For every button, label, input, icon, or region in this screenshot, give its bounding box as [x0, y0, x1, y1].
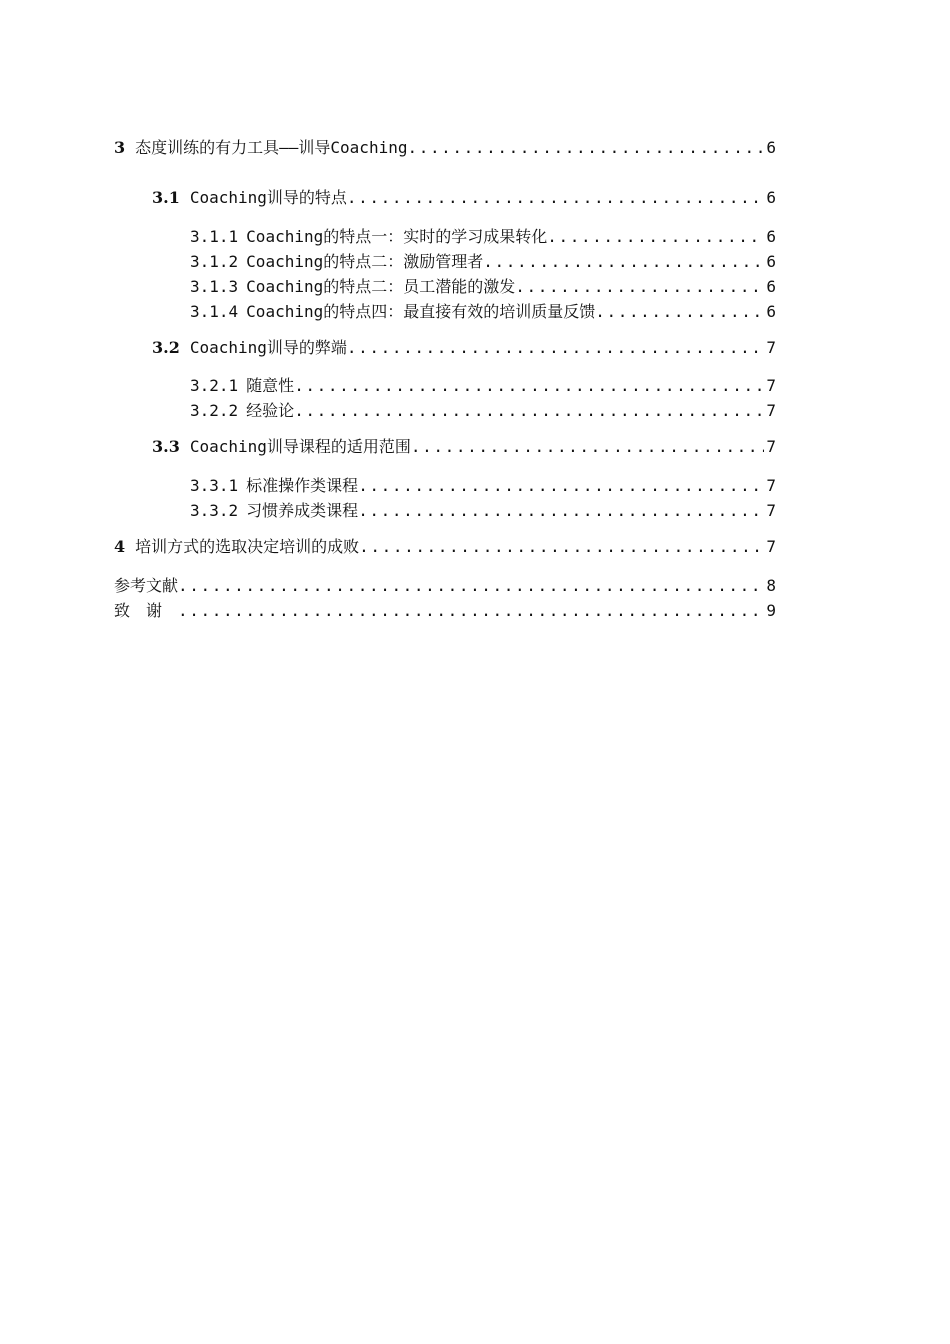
toc-title: 培训方式的选取决定培训的成败: [135, 537, 360, 556]
toc-entry[interactable]: [190, 276, 776, 298]
toc-page-number: 8: [766, 576, 776, 595]
toc-number: 3.1.3: [190, 277, 239, 296]
toc-title: 标准操作类课程: [246, 476, 359, 495]
toc-leader-dots: [595, 301, 764, 323]
toc-number: 3.3: [152, 437, 180, 456]
toc-page-number: 7: [766, 501, 776, 520]
toc-entry[interactable]: [114, 536, 776, 558]
toc-entry[interactable]: [152, 337, 776, 359]
toc-entry[interactable]: [152, 187, 776, 209]
toc-leader-dots: [294, 375, 764, 397]
toc-number: 3.3.1: [190, 476, 239, 495]
toc-page-number: 7: [766, 376, 776, 395]
toc-entry[interactable]: [190, 226, 776, 248]
toc-leader-dots: [515, 276, 764, 298]
toc-title: 参考文献: [114, 576, 179, 595]
toc-number: 3: [114, 138, 126, 157]
toc-number: 3.2: [152, 338, 180, 357]
toc-page-number: 6: [766, 188, 776, 207]
toc-entry[interactable]: [190, 251, 776, 273]
toc-page-number: 7: [766, 476, 776, 495]
toc-leader-dots: [358, 500, 764, 522]
toc-number: 3.1.2: [190, 252, 239, 271]
toc-title: Coaching的特点四：最直接有效的培训质量反馈: [246, 302, 596, 321]
toc-leader-dots: [359, 536, 764, 558]
toc-page-number: 7: [766, 537, 776, 556]
toc-entry[interactable]: [190, 500, 776, 522]
toc-number: 3.3.2: [190, 501, 239, 520]
toc-title: 经验论: [246, 401, 295, 420]
toc-entry-references[interactable]: [114, 575, 776, 597]
toc-title: Coaching的特点一：实时的学习成果转化: [246, 227, 548, 246]
toc-title: Coaching训导课程的适用范围: [189, 437, 411, 456]
toc-title: Coaching训导的弊端: [189, 338, 347, 357]
toc-title: Coaching的特点二：激励管理者: [246, 252, 484, 271]
toc-leader-dots: [483, 251, 764, 273]
toc-number: 3.2.1: [190, 376, 239, 395]
toc-entry[interactable]: [190, 301, 776, 323]
toc-entry[interactable]: [190, 475, 776, 497]
toc-page-number: 6: [766, 227, 776, 246]
toc-entry[interactable]: [114, 137, 776, 159]
toc-leader-dots: [407, 137, 764, 159]
toc-leader-dots: [347, 337, 764, 359]
toc-leader-dots: [294, 400, 764, 422]
toc-leader-dots: [411, 436, 764, 458]
toc-leader-dots: [178, 575, 764, 597]
toc-title: 致谢: [114, 601, 179, 620]
toc-title: Coaching训导的特点: [189, 188, 347, 207]
toc-page-number: 6: [766, 277, 776, 296]
toc-title: 态度训练的有力工具——训导Coaching: [135, 138, 408, 157]
toc-page-number: 6: [766, 302, 776, 321]
toc-title: Coaching的特点二：员工潜能的激发: [246, 277, 516, 296]
toc-page-number: 7: [766, 338, 776, 357]
toc-entry-acknowledgements[interactable]: [114, 600, 776, 622]
toc-number: 3.1.1: [190, 227, 239, 246]
toc-number: 4: [114, 537, 126, 556]
toc-entry[interactable]: [190, 375, 776, 397]
toc-number: 3.1.4: [190, 302, 239, 321]
toc-title: 习惯养成类课程: [246, 501, 359, 520]
toc-number: 3.2.2: [190, 401, 239, 420]
toc-page-number: 6: [766, 252, 776, 271]
toc-page-number: 6: [766, 138, 776, 157]
toc-entry[interactable]: [190, 400, 776, 422]
toc-leader-dots: [178, 600, 764, 622]
toc-page-number: 7: [766, 437, 776, 456]
toc-number: 3.1: [152, 188, 180, 207]
toc-leader-dots: [347, 187, 764, 209]
toc-page-number: 9: [766, 601, 776, 620]
toc-leader-dots: [547, 226, 764, 248]
toc-entry[interactable]: [152, 436, 776, 458]
toc-page-number: 7: [766, 401, 776, 420]
toc-title: 随意性: [246, 376, 295, 395]
toc-leader-dots: [358, 475, 764, 497]
